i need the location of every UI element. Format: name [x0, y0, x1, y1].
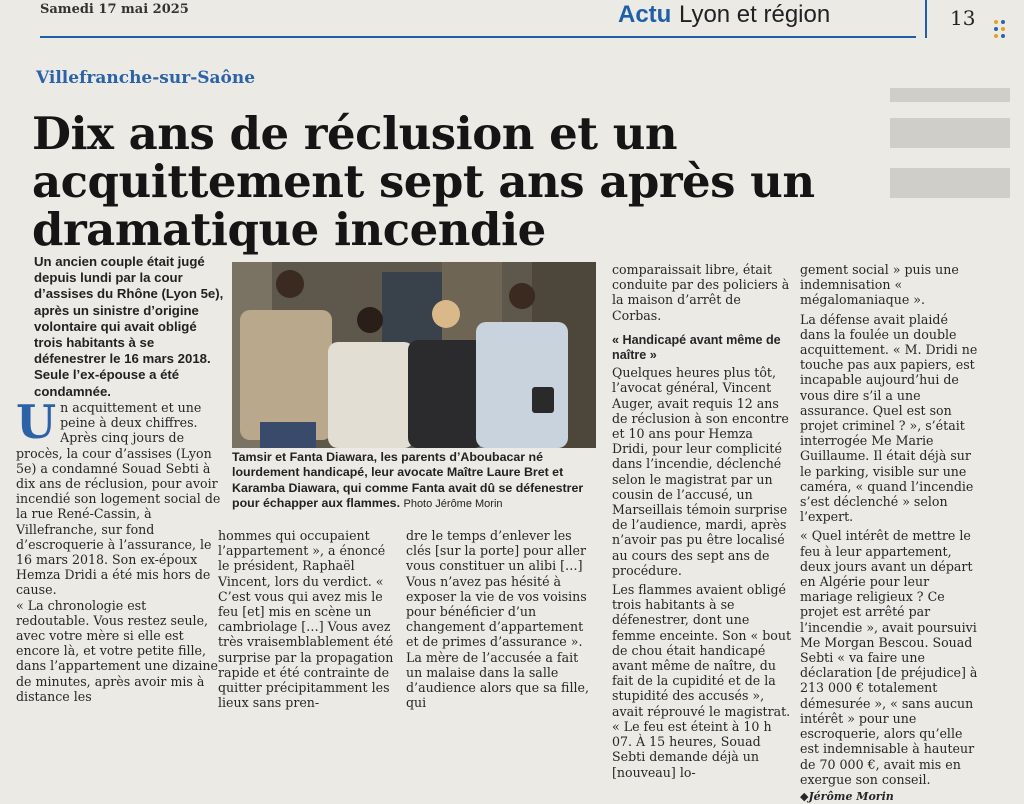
article-column-1 [16, 395, 221, 704]
byline: ◆Jérôme Morin [800, 789, 894, 803]
article-standfirst: Un ancien couple était jugé depuis lundi par la cour d’assises du Rhône (Lyon 5e), après un sinistre d’origine volontaire qui avait obligé trois habitants à se défenestrer le 16 mars 2018. Seule l’ex-épouse a été condamnée. [34, 254, 224, 399]
section-heading [618, 0, 830, 29]
body-paragraph: La défense avait plaidé dans la foulée un double acquittement. « M. Dridi ne touche pas aux papiers, est incapable aujourd’hui de vous dire s’il a une assurance. Quel est son projet criminel ? », s’était interrogée Me Marie Guillaume. Il était déjà sur le parking, visible sur une caméra, « quand l’incendie s’est déclenché » selon l’expert. [800, 311, 978, 525]
body-paragraph: gement social » puis une indemnisation « mégalomaniaque ». [800, 262, 959, 308]
body-paragraph: dre le temps d’enlever les clés [sur la porte] pour aller vous constituer un alibi […] Vous n’avez pas hésité à exposer la vie de vos voisins pour bénéficier d’un changement d’appartement et de primes d’assurance ». La mère de l’accusée a fait un malaise dans la salle d’audience alors que sa fille, qui [406, 528, 589, 711]
body-paragraph: hommes qui occupaient l’appartement », a énoncé le président, Raphaël Vincent, lors du verdict. « C’est vous qui avez mis le feu [et] mis en scène un cambriolage […] Vous avez très vraisemblablement été surprise par la propagation rapide et été contrainte de quitter précipitamment les lieux sans pren- [218, 528, 394, 711]
section-label: Actu [618, 1, 672, 28]
article-column-2 [218, 528, 400, 711]
article-kicker: Villefranche-sur-Saône [36, 68, 256, 88]
page-number: 13 [950, 6, 976, 30]
body-paragraph: Les flammes avaient obligé trois habitants à se défenestrer, dont une femme enceinte. Son « bout de chou était handicapé avant même de naître, du fait de la cupidité et de la stupidité des accusés », avait réprouvé le magistrat. « Le feu est éteint à 10 h 07. À 15 heures, Souad Sebti demande déjà un [nouveau] lo- [612, 582, 792, 780]
article-photo [232, 262, 596, 448]
article-column-4 [612, 262, 792, 780]
header-rule [40, 36, 916, 38]
drop-cap: U [16, 395, 57, 449]
article-headline: Dix ans de réclusion et un acquittement sept ans après un dramatique incendie [32, 107, 815, 256]
article-column-5 [800, 262, 982, 803]
issue-date: Samedi 17 mai 2025 [40, 2, 189, 17]
body-paragraph: « La chronologie est redoutable. Vous restez seule, avec votre mère si elle est encore là, et votre petite fille, dans l’appartement une dizaine de minutes, après avoir mis à distance les [16, 597, 218, 704]
photo-credit: Photo Jérôme Morin [403, 498, 503, 511]
subsection-label: Lyon et région [678, 1, 831, 28]
body-paragraph: « Quel intérêt de mettre le feu à leur appartement, deux jours avant un départ en Algérie pour leur mariage religieux ? Ce projet est arrêté par l’incendie », avait poursuivi Me Morgan Bescou. Souad Sebti « va faire une déclaration [de préjudice] à 213 000 € totalement démesurée », « sans aucun intérêt » pour une escroquerie, alors qu’elle est indemnisable à hauteur de 70 000 €, avait mis en exergue son conseil. [800, 528, 978, 787]
body-paragraph: Quelques heures plus tôt, l’avocat général, Vincent Auger, avait requis 12 ans de réclusion à son encontre et 10 ans pour Hemza Dridi, pour leur complicité dans l’incendie, déclenché selon le magistrat par un cousin de l’accusé, un Marseillais témoin surprise de l’audience, mardi, après n’avoir pas pu être localisé au cours des sept ans de procédure. [612, 365, 789, 578]
header-separator [925, 0, 927, 38]
body-paragraph: comparaissait libre, était conduite par des policiers à la maison d’arrêt de Corbas. [612, 262, 790, 323]
body-paragraph: n acquittement et une peine à deux chiffres. Après cinq jours de procès, la cour d’assises (Lyon 5e) a condamné Souad Sebti à dix ans de réclusion, pour avoir incendié son logement social de la rue René-Cassin, à Villefranche, sur fond d’escroquerie à l’assurance, le 16 mars 2018. Son ex-époux Hemza Dridi a été mis hors de cause. [16, 400, 221, 598]
article-column-3 [406, 528, 598, 711]
photo-illustration [232, 262, 596, 448]
photo-caption [232, 450, 594, 513]
byline-name: Jérôme Morin [808, 789, 894, 803]
dots-logo-icon [994, 20, 1010, 42]
intertitle: « Handicapé avant même de naître » [612, 332, 781, 363]
caption-text: Tamsir et Fanta Diawara, les parents d’Aboubacar né lourdement handicapé, leur avocate Maître Laure Bret et Karamba Diawara, qui comme Fanta avait dû se défenestrer pour échapper aux flammes. [232, 450, 584, 511]
